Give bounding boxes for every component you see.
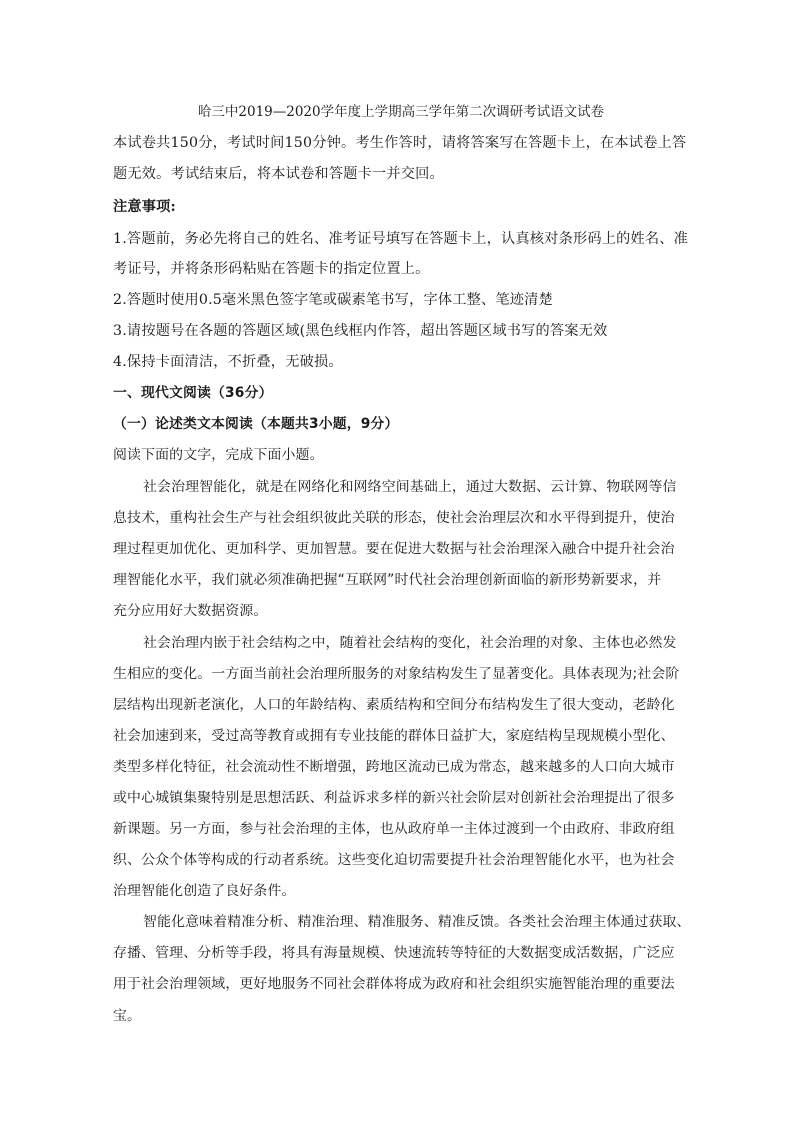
paragraph2-line-4: 社会加速到来，受过高等教育或拥有专业技能的群体日益扩大，家庭结构呈现规模小型化、 <box>113 728 675 744</box>
paragraph2-line-3: 层结构出现新老演化，人口的年龄结构、素质结构和空间分布结构发生了很大变动，老龄化 <box>113 697 675 713</box>
paragraph2-line-1: 社会治理内嵌于社会结构之中，随着社会结构的变化，社会治理的对象、主体也必然发 <box>143 635 677 651</box>
paragraph2-line-6: 或中心城镇集聚特别是思想活跃、利益诉求多样的新兴社会阶层对创新社会治理提出了很多 <box>113 790 675 806</box>
exam-title: 哈三中2019—2020学年度上学期高三学年第二次调研考试语文试卷 <box>197 104 605 120</box>
paragraph3-line-2: 存播、管理、分析等手段，将具有海量规模、快速流转等特征的大数据变成活数据，广泛应 <box>113 945 675 961</box>
notice-line-2: 考证号，并将条形码粘贴在答题卡的指定位置上。 <box>113 261 430 277</box>
subsection-heading: （一）论述类文本阅读（本题共3小题，9分） <box>113 416 399 432</box>
paragraph2-line-9: 治理智能化创造了良好条件。 <box>113 883 296 899</box>
notice-line-3: 2.答题时使用0.5毫米黑色签字笔或碳素笔书写，字体工整、笔迹清楚 <box>113 292 553 308</box>
paragraph2-line-2: 生相应的变化。一方面当前社会治理所服务的对象结构发生了显著变化。具体表现为;社会阶 <box>113 666 680 682</box>
intro-line-1: 本试卷共150分，考试时间150分钟。考生作答时，请将答案写在答题卡上，在本试卷上答 <box>113 135 687 151</box>
notice-line-4: 3.请按题号在各题的答题区域(黑色线框内作答，超出答题区域书写的答案无效 <box>113 323 608 339</box>
paragraph3-line-1: 智能化意味着精准分析、精准治理、精准服务、精准反馈。各类社会治理主体通过获取、 <box>143 914 691 930</box>
paragraph3-line-4: 宝。 <box>113 1008 142 1024</box>
paragraph1-line-3: 理过程更加优化、更加科学、更加智慧。要在促进大数据与社会治理深入融合中提升社会治 <box>113 541 675 557</box>
paragraph2-line-8: 织、公众个体等构成的行动者系统。这些变化迫切需要提升社会治理智能化水平，也为社会 <box>113 852 675 868</box>
section-heading: 一、现代文阅读（36分） <box>113 385 273 401</box>
notice-heading: 注意事项: <box>113 199 176 215</box>
paragraph2-line-7: 新课题。另一方面，参与社会治理的主体，也从政府单一主体过渡到一个由政府、非政府组 <box>113 821 675 837</box>
paragraph1-line-1: 社会治理智能化，就是在网络化和网络空间基础上，通过大数据、云计算、物联网等信 <box>143 479 677 495</box>
paragraph3-line-3: 用于社会治理领域，更好地服务不同社会群体将成为政府和社会组织实施智能治理的重要法 <box>113 976 675 992</box>
intro-line-2: 题无效。考试结束后，将本试卷和答题卡一并交回。 <box>113 166 444 182</box>
notice-line-5: 4.保持卡面清洁，不折叠，无破损。 <box>113 354 343 370</box>
paragraph2-line-5: 类型多样化特征，社会流动性不断增强，跨地区流动已成为常态，越来越多的人口向大城市 <box>113 759 675 775</box>
notice-line-1: 1.答题前，务必先将自己的姓名、准考证号填写在答题卡上，认真核对条形码上的姓名、准 <box>113 231 689 247</box>
paragraph1-line-2: 息技术，重构社会生产与社会组织彼此关联的形态，使社会治理层次和水平得到提升，使治 <box>113 510 675 526</box>
paragraph1-line-4: 理智能化水平，我们就必须准确把握“互联网”时代社会治理创新面临的新形势新要求，并 <box>113 572 662 588</box>
paragraph1-line-5: 充分应用好大数据资源。 <box>113 603 268 619</box>
instruction: 阅读下面的文字，完成下面小题。 <box>113 447 324 463</box>
